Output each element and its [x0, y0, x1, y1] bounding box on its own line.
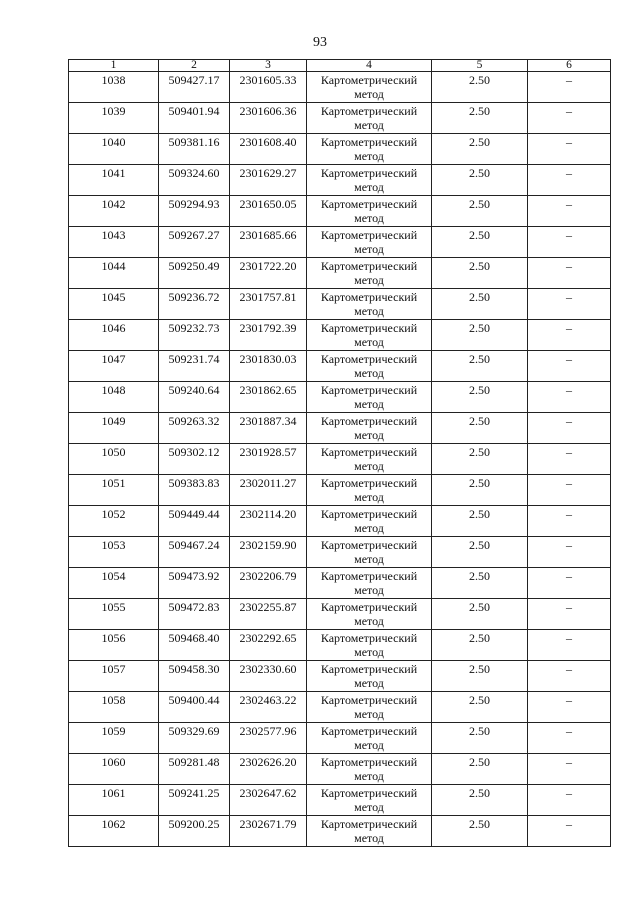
table-row: [69, 754, 611, 785]
table-row: [69, 258, 611, 289]
point-number-cell: 1051: [69, 475, 159, 506]
method-line-1: Картометрический: [320, 166, 418, 180]
method-line-2: метод: [354, 552, 384, 566]
coord-x-cell: 509200.25: [159, 816, 230, 847]
method-line-1: Картометрический: [320, 135, 418, 149]
note-cell: –: [528, 506, 611, 537]
point-number-cell: 1062: [69, 816, 159, 847]
method-cell: [307, 754, 432, 785]
method-line-1: Картометрический: [320, 352, 418, 366]
table-row: [69, 103, 611, 134]
coord-y-cell: 2302577.96: [230, 723, 307, 754]
coordinates-table: [68, 59, 611, 847]
table-row: [69, 413, 611, 444]
point-number-cell: 1050: [69, 444, 159, 475]
method-line-2: метод: [354, 211, 384, 225]
note-cell: –: [528, 475, 611, 506]
method-line-1: Картометрический: [320, 724, 418, 738]
note-cell: –: [528, 444, 611, 475]
coord-y-cell: 2301862.65: [230, 382, 307, 413]
note-cell: –: [528, 785, 611, 816]
coord-x-cell: 509302.12: [159, 444, 230, 475]
accuracy-cell: 2.50: [432, 785, 528, 816]
method-line-1: Картометрический: [320, 507, 418, 521]
table-row: [69, 475, 611, 506]
method-line-1: Картометрический: [320, 228, 418, 242]
note-cell: –: [528, 103, 611, 134]
method-line-1: Картометрический: [320, 569, 418, 583]
method-line-2: метод: [354, 459, 384, 473]
point-number-cell: 1048: [69, 382, 159, 413]
method-line-2: метод: [354, 583, 384, 597]
coord-y-cell: 2302626.20: [230, 754, 307, 785]
point-number-cell: 1045: [69, 289, 159, 320]
method-line-2: метод: [354, 273, 384, 287]
method-cell: [307, 723, 432, 754]
accuracy-cell: 2.50: [432, 413, 528, 444]
coord-x-cell: 509449.44: [159, 506, 230, 537]
note-cell: –: [528, 165, 611, 196]
table-row: [69, 382, 611, 413]
note-cell: –: [528, 72, 611, 103]
table-row: [69, 692, 611, 723]
method-line-2: метод: [354, 397, 384, 411]
table-row: [69, 351, 611, 382]
method-cell: [307, 227, 432, 258]
accuracy-cell: 2.50: [432, 289, 528, 320]
point-number-cell: 1061: [69, 785, 159, 816]
table-row: [69, 568, 611, 599]
header-col-5: 5: [432, 60, 528, 72]
coord-y-cell: 2301629.27: [230, 165, 307, 196]
coord-x-cell: 509324.60: [159, 165, 230, 196]
header-row: [69, 60, 611, 72]
table-row: [69, 599, 611, 630]
method-line-2: метод: [354, 180, 384, 194]
method-line-2: метод: [354, 366, 384, 380]
coord-x-cell: 509240.64: [159, 382, 230, 413]
note-cell: –: [528, 754, 611, 785]
point-number-cell: 1041: [69, 165, 159, 196]
method-line-2: метод: [354, 304, 384, 318]
note-cell: –: [528, 289, 611, 320]
point-number-cell: 1049: [69, 413, 159, 444]
point-number-cell: 1044: [69, 258, 159, 289]
point-number-cell: 1056: [69, 630, 159, 661]
method-line-2: метод: [354, 149, 384, 163]
coord-y-cell: 2302330.60: [230, 661, 307, 692]
point-number-cell: 1038: [69, 72, 159, 103]
method-line-1: Картометрический: [320, 73, 418, 87]
method-cell: [307, 351, 432, 382]
method-cell: [307, 320, 432, 351]
accuracy-cell: 2.50: [432, 382, 528, 413]
method-line-1: Картометрический: [320, 817, 418, 831]
method-cell: [307, 444, 432, 475]
note-cell: –: [528, 568, 611, 599]
table-row: [69, 723, 611, 754]
method-cell: [307, 103, 432, 134]
coord-x-cell: 509381.16: [159, 134, 230, 165]
coord-x-cell: 509467.24: [159, 537, 230, 568]
table-row: [69, 134, 611, 165]
accuracy-cell: 2.50: [432, 506, 528, 537]
point-number-cell: 1058: [69, 692, 159, 723]
coord-y-cell: 2302292.65: [230, 630, 307, 661]
coord-y-cell: 2301830.03: [230, 351, 307, 382]
coord-y-cell: 2301608.40: [230, 134, 307, 165]
accuracy-cell: 2.50: [432, 196, 528, 227]
method-line-1: Картометрический: [320, 290, 418, 304]
accuracy-cell: 2.50: [432, 134, 528, 165]
coord-y-cell: 2302114.20: [230, 506, 307, 537]
method-cell: [307, 258, 432, 289]
table-row: [69, 506, 611, 537]
table-row: [69, 72, 611, 103]
method-cell: [307, 785, 432, 816]
point-number-cell: 1039: [69, 103, 159, 134]
coord-x-cell: 509231.74: [159, 351, 230, 382]
method-line-2: метод: [354, 707, 384, 721]
method-cell: [307, 568, 432, 599]
point-number-cell: 1052: [69, 506, 159, 537]
point-number-cell: 1046: [69, 320, 159, 351]
coord-y-cell: 2302159.90: [230, 537, 307, 568]
method-cell: [307, 537, 432, 568]
method-line-2: метод: [354, 676, 384, 690]
point-number-cell: 1060: [69, 754, 159, 785]
method-line-2: метод: [354, 118, 384, 132]
method-line-1: Картометрический: [320, 538, 418, 552]
table-row: [69, 227, 611, 258]
note-cell: –: [528, 382, 611, 413]
point-number-cell: 1059: [69, 723, 159, 754]
method-line-2: метод: [354, 738, 384, 752]
table-row: [69, 444, 611, 475]
accuracy-cell: 2.50: [432, 754, 528, 785]
method-cell: [307, 165, 432, 196]
method-cell: [307, 692, 432, 723]
note-cell: –: [528, 630, 611, 661]
table-row: [69, 165, 611, 196]
coord-y-cell: 2301605.33: [230, 72, 307, 103]
note-cell: –: [528, 692, 611, 723]
coord-x-cell: 509267.27: [159, 227, 230, 258]
method-line-2: метод: [354, 645, 384, 659]
coord-x-cell: 509472.83: [159, 599, 230, 630]
coord-y-cell: 2302255.87: [230, 599, 307, 630]
method-line-2: метод: [354, 428, 384, 442]
table-row: [69, 537, 611, 568]
coord-y-cell: 2302671.79: [230, 816, 307, 847]
coord-x-cell: 509383.83: [159, 475, 230, 506]
accuracy-cell: 2.50: [432, 568, 528, 599]
coord-y-cell: 2301722.20: [230, 258, 307, 289]
coord-x-cell: 509400.44: [159, 692, 230, 723]
method-cell: [307, 506, 432, 537]
accuracy-cell: 2.50: [432, 444, 528, 475]
note-cell: –: [528, 320, 611, 351]
method-line-1: Картометрический: [320, 414, 418, 428]
method-line-1: Картометрический: [320, 383, 418, 397]
method-line-1: Картометрический: [320, 104, 418, 118]
method-line-2: метод: [354, 490, 384, 504]
coord-x-cell: 509232.73: [159, 320, 230, 351]
accuracy-cell: 2.50: [432, 320, 528, 351]
header-col-3: 3: [230, 60, 307, 72]
coord-y-cell: 2302206.79: [230, 568, 307, 599]
coord-y-cell: 2301928.57: [230, 444, 307, 475]
note-cell: –: [528, 134, 611, 165]
accuracy-cell: 2.50: [432, 692, 528, 723]
accuracy-cell: 2.50: [432, 630, 528, 661]
method-line-2: метод: [354, 242, 384, 256]
note-cell: –: [528, 196, 611, 227]
accuracy-cell: 2.50: [432, 661, 528, 692]
point-number-cell: 1054: [69, 568, 159, 599]
coord-y-cell: 2302463.22: [230, 692, 307, 723]
accuracy-cell: 2.50: [432, 816, 528, 847]
page-number: 93: [313, 35, 327, 50]
table-row: [69, 320, 611, 351]
coord-x-cell: 509458.30: [159, 661, 230, 692]
method-line-1: Картометрический: [320, 662, 418, 676]
point-number-cell: 1043: [69, 227, 159, 258]
coord-y-cell: 2301650.05: [230, 196, 307, 227]
method-line-2: метод: [354, 614, 384, 628]
coord-y-cell: 2301792.39: [230, 320, 307, 351]
coord-x-cell: 509241.25: [159, 785, 230, 816]
point-number-cell: 1055: [69, 599, 159, 630]
method-line-1: Картометрический: [320, 321, 418, 335]
method-cell: [307, 413, 432, 444]
coord-x-cell: 509427.17: [159, 72, 230, 103]
accuracy-cell: 2.50: [432, 72, 528, 103]
accuracy-cell: 2.50: [432, 227, 528, 258]
method-cell: [307, 816, 432, 847]
header-col-4: 4: [307, 60, 432, 72]
coord-x-cell: 509236.72: [159, 289, 230, 320]
method-line-1: Картометрический: [320, 476, 418, 490]
method-line-1: Картометрический: [320, 786, 418, 800]
coord-x-cell: 509281.48: [159, 754, 230, 785]
method-cell: [307, 661, 432, 692]
table-row: [69, 289, 611, 320]
note-cell: –: [528, 599, 611, 630]
accuracy-cell: 2.50: [432, 103, 528, 134]
accuracy-cell: 2.50: [432, 351, 528, 382]
method-line-1: Картометрический: [320, 693, 418, 707]
coord-y-cell: 2302647.62: [230, 785, 307, 816]
note-cell: –: [528, 723, 611, 754]
note-cell: –: [528, 413, 611, 444]
method-cell: [307, 630, 432, 661]
header-col-6: 6: [528, 60, 611, 72]
header-col-1: 1: [69, 60, 159, 72]
coord-x-cell: 509250.49: [159, 258, 230, 289]
method-cell: [307, 289, 432, 320]
coord-y-cell: 2301887.34: [230, 413, 307, 444]
note-cell: –: [528, 537, 611, 568]
coord-y-cell: 2302011.27: [230, 475, 307, 506]
method-line-2: метод: [354, 87, 384, 101]
note-cell: –: [528, 227, 611, 258]
coord-x-cell: 509263.32: [159, 413, 230, 444]
point-number-cell: 1047: [69, 351, 159, 382]
method-cell: [307, 72, 432, 103]
coord-x-cell: 509401.94: [159, 103, 230, 134]
coord-x-cell: 509329.69: [159, 723, 230, 754]
method-cell: [307, 599, 432, 630]
point-number-cell: 1040: [69, 134, 159, 165]
point-number-cell: 1053: [69, 537, 159, 568]
coord-y-cell: 2301685.66: [230, 227, 307, 258]
accuracy-cell: 2.50: [432, 165, 528, 196]
header-col-2: 2: [159, 60, 230, 72]
accuracy-cell: 2.50: [432, 599, 528, 630]
method-cell: [307, 475, 432, 506]
coord-y-cell: 2301757.81: [230, 289, 307, 320]
table-row: [69, 661, 611, 692]
method-line-2: метод: [354, 769, 384, 783]
method-line-2: метод: [354, 335, 384, 349]
method-line-1: Картометрический: [320, 259, 418, 273]
coord-x-cell: 509294.93: [159, 196, 230, 227]
point-number-cell: 1057: [69, 661, 159, 692]
note-cell: –: [528, 258, 611, 289]
table-body: [69, 72, 611, 847]
accuracy-cell: 2.50: [432, 723, 528, 754]
accuracy-cell: 2.50: [432, 475, 528, 506]
method-cell: [307, 196, 432, 227]
method-line-1: Картометрический: [320, 445, 418, 459]
method-line-2: метод: [354, 831, 384, 845]
method-line-1: Картометрический: [320, 197, 418, 211]
method-line-1: Картометрический: [320, 600, 418, 614]
method-cell: [307, 134, 432, 165]
note-cell: –: [528, 661, 611, 692]
method-line-2: метод: [354, 800, 384, 814]
table-row: [69, 816, 611, 847]
point-number-cell: 1042: [69, 196, 159, 227]
table-row: [69, 785, 611, 816]
note-cell: –: [528, 351, 611, 382]
method-line-2: метод: [354, 521, 384, 535]
coord-x-cell: 509473.92: [159, 568, 230, 599]
method-line-1: Картометрический: [320, 755, 418, 769]
coord-y-cell: 2301606.36: [230, 103, 307, 134]
table-row: [69, 630, 611, 661]
method-line-1: Картометрический: [320, 631, 418, 645]
method-cell: [307, 382, 432, 413]
accuracy-cell: 2.50: [432, 258, 528, 289]
note-cell: –: [528, 816, 611, 847]
accuracy-cell: 2.50: [432, 537, 528, 568]
table-row: [69, 196, 611, 227]
coord-x-cell: 509468.40: [159, 630, 230, 661]
table-header: [69, 60, 611, 72]
